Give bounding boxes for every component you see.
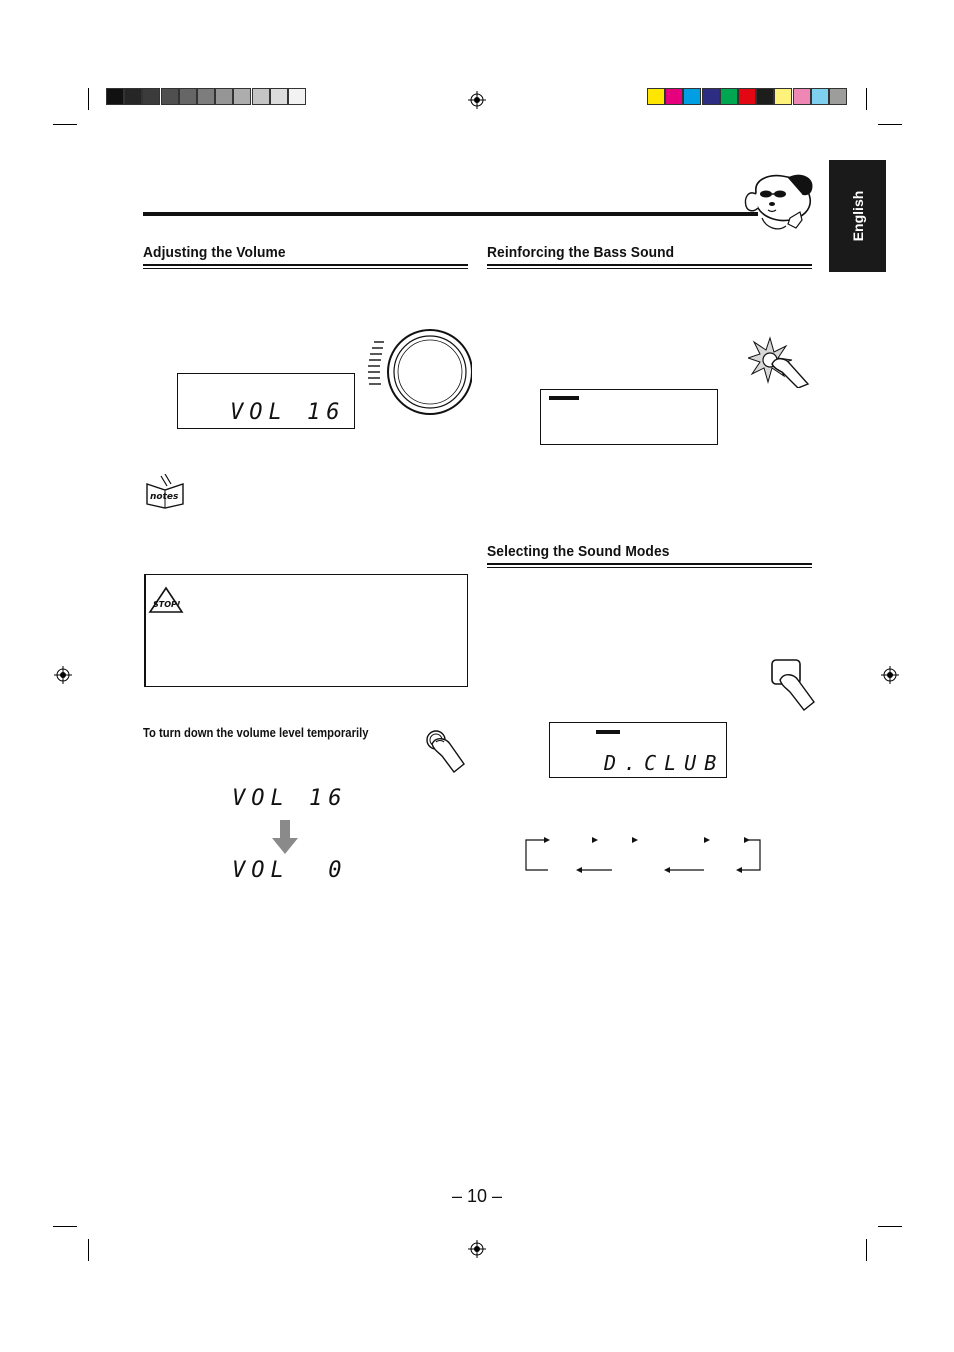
svg-text:STOP!: STOP!: [153, 600, 181, 609]
button-flash-icon: [748, 336, 812, 388]
color-swatch: [811, 88, 829, 105]
gray-swatch: [215, 88, 233, 105]
crop-mark: [88, 88, 89, 110]
crop-mark: [866, 1239, 867, 1261]
sound-mode-display: [549, 722, 727, 778]
crop-mark: [88, 1239, 89, 1261]
finger-press-icon: [422, 724, 468, 774]
registration-mark-icon: [468, 1240, 486, 1258]
sound-mode-display-text: D.CLUB: [604, 751, 725, 775]
sound-mode-heading-rule: [487, 563, 812, 568]
language-tab: [829, 160, 886, 272]
sound-mode-button-icon: [768, 658, 816, 712]
registration-mark-icon: [468, 91, 486, 109]
gray-swatch: [197, 88, 215, 105]
crop-mark: [53, 124, 77, 125]
color-swatch: [647, 88, 665, 105]
mute-heading: To turn down the volume level temporarily: [143, 726, 369, 740]
color-swatch: [665, 88, 683, 105]
bass-display: [540, 389, 718, 445]
dog-mascot-icon: [742, 172, 814, 234]
registration-mark-icon: [881, 666, 899, 684]
stop-icon: [148, 586, 184, 614]
gray-swatch: [252, 88, 270, 105]
svg-text:notes: notes: [150, 492, 179, 502]
gray-swatch: [161, 88, 179, 105]
volume-display: [177, 373, 355, 429]
volume-section-heading: Adjusting the Volume: [143, 244, 286, 261]
color-swatch: [683, 88, 701, 105]
gray-swatch: [233, 88, 251, 105]
color-swatch: [738, 88, 756, 105]
color-swatch: [720, 88, 738, 105]
mute-display-before: VOL 16: [232, 786, 348, 811]
bass-heading-rule: [487, 264, 812, 269]
mute-display-after: VOL 0: [232, 858, 348, 883]
volume-knob-icon: [364, 326, 472, 422]
page-number: – 10 –: [452, 1186, 503, 1206]
header-rule: [143, 212, 758, 216]
gray-swatch: [124, 88, 142, 105]
caution-box: [144, 574, 468, 687]
color-swatch: [756, 88, 774, 105]
gray-swatch: [288, 88, 306, 105]
volume-heading-rule: [143, 264, 468, 269]
gray-swatch: [179, 88, 197, 105]
sound-mode-indicator: [596, 730, 620, 734]
crop-mark: [53, 1226, 77, 1227]
registration-mark-icon: [54, 666, 72, 684]
bass-section-heading: Reinforcing the Bass Sound: [487, 244, 675, 261]
gray-swatch: [142, 88, 160, 105]
color-swatch: [774, 88, 792, 105]
sound-mode-section-heading: Selecting the Sound Modes: [487, 543, 670, 560]
color-swatch: [702, 88, 720, 105]
arrow-down-icon: [272, 820, 298, 854]
gray-swatch: [106, 88, 124, 105]
crop-mark: [866, 88, 867, 110]
color-swatch: [793, 88, 811, 105]
volume-display-text: VOL 16: [230, 400, 346, 425]
crop-mark: [878, 124, 902, 125]
sound-mode-cycle-diagram: [524, 832, 764, 874]
gray-swatch: [270, 88, 288, 105]
crop-mark: [878, 1226, 902, 1227]
language-tab-label: English: [849, 190, 866, 242]
notes-icon: [143, 474, 189, 510]
bass-indicator: [549, 396, 579, 400]
color-swatch: [829, 88, 847, 105]
